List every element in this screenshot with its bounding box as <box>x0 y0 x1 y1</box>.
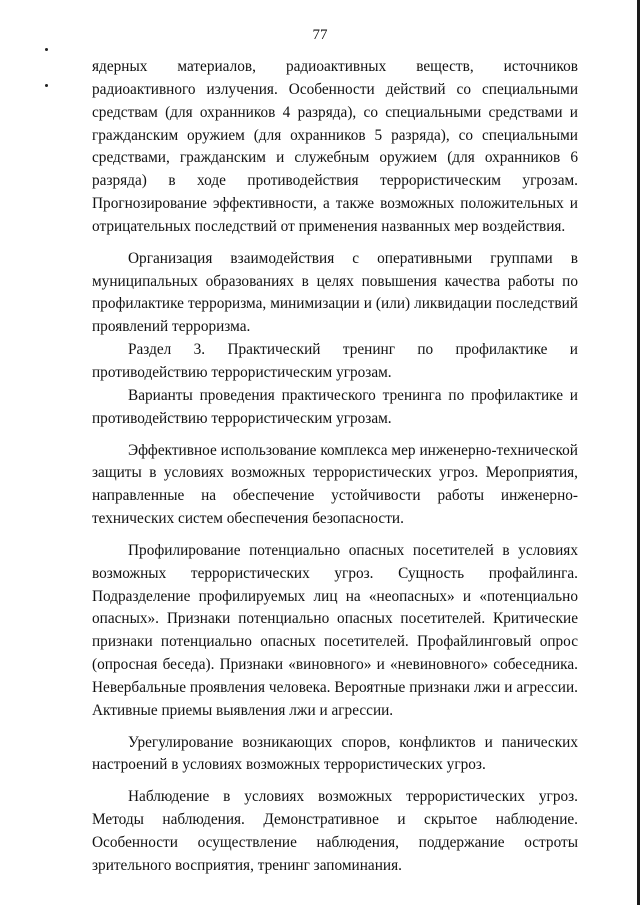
paragraph-profiling: Профилирование потенциально опасных посетителей в условиях возможных террористических угроз. Сущность профайлинга. Подразделение профилируемых лиц на «неопасных» и «потенциально опасных». Признаки потенциально опасных посетителей. Критические признаки потенциально опасных посетителей. Профайлинговый опрос (опросная беседа). Признаки «виновного» и «невиновного» собеседника. Невербальные проявления человека. Вероятные признаки лжи и агрессии. Активные приемы выявления лжи и агрессии. <box>92 541 578 719</box>
paragraph-conflict-resolution: Урегулирование возникающих споров, конфликтов и панических настроений в условиях возможных террористических угроз. <box>92 733 578 774</box>
page-number: 77 <box>312 27 328 43</box>
paragraph-observation: Наблюдение в условиях возможных террористических угроз. Методы наблюдения. Демонстративное и скрытое наблюдение. Особенности осуществление наблюдения, поддержание остроты зрительного восприятия, тренинг запоминания. <box>92 788 578 874</box>
scan-speck <box>45 48 48 51</box>
document-body <box>92 56 578 878</box>
paragraph-training-options: Варианты проведения практического тренинга по профилактике и противодействию террористическим угрозам. <box>92 386 578 427</box>
paragraph-interaction: Организация взаимодействия с оперативными группами в муниципальных образованиях в целях повышения качества работы по профилактике терроризма, минимизации и (или) ликвидации последствий проявлений терроризма. <box>92 249 578 336</box>
section-heading: Раздел 3. Практический тренинг по профилактике и противодействию террористическим угрозам. <box>92 341 578 381</box>
paragraph-engineering-protection: Эффективное использование комплекса мер инженерно-технической защиты в условиях возможных террористических угроз. Мероприятия, направленные на обеспечение устойчивости работы инженерно-технических систем обеспечения безопасности. <box>92 441 578 528</box>
scan-speck <box>45 84 48 87</box>
paragraph-continuation: ядерных материалов, радиоактивных веществ, источников радиоактивного излучения. Особенности действий со специальными средствам (для охранников 4 разряда), со специальными средствами и гражданским оружием (для охранников 5 разряда), со специальными средствами, гражданским и служебным оружием (для охранников 6 разряда) в ходе противодействия террористическим угрозам. Прогнозирование эффективности, а также возможных положительных и отрицательных последствий от применения названных мер воздействия. <box>92 58 578 235</box>
